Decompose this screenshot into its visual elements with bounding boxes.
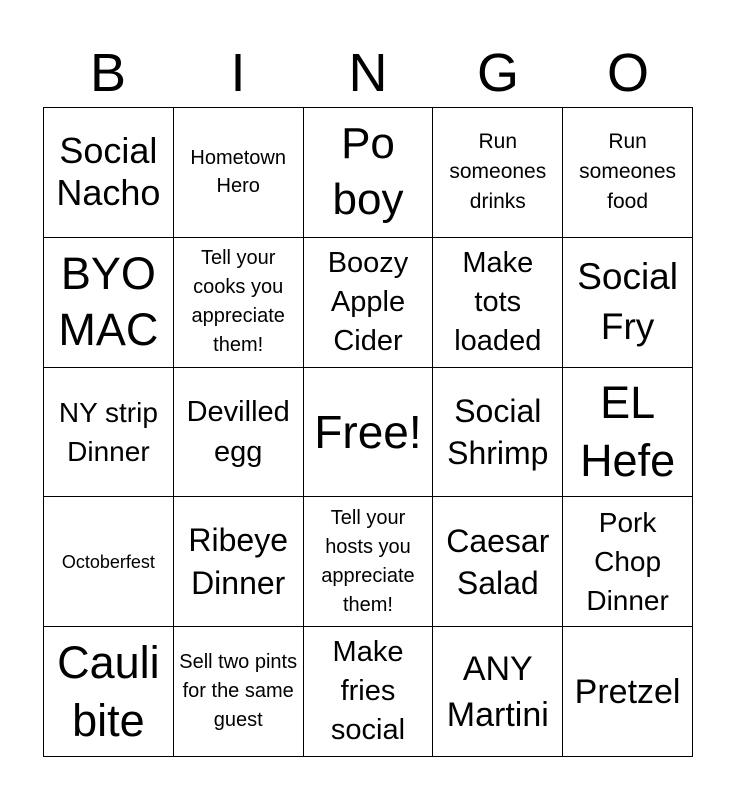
cell-label: Octoberfest	[61, 551, 155, 572]
cell-label: Devilled egg	[186, 395, 290, 468]
cell-label: Tell your hosts you appreciate them!	[321, 506, 415, 616]
bingo-cell-5-1[interactable]	[44, 627, 174, 757]
bingo-cell-5-5[interactable]	[563, 627, 693, 757]
cell-label: Sell two pints for the same guest	[179, 651, 298, 732]
cell-label: Make tots loaded	[454, 246, 542, 357]
cell-label: Caesar Salad	[446, 522, 550, 601]
bingo-cell-1-4[interactable]	[433, 108, 563, 238]
bingo-cell-3-1[interactable]	[44, 368, 174, 498]
bingo-cell-2-1[interactable]	[44, 238, 174, 368]
cell-label: ANY Martini	[446, 649, 549, 734]
bingo-cell-2-4[interactable]	[433, 238, 563, 368]
bingo-cell-2-2[interactable]	[174, 238, 304, 368]
bingo-header	[43, 40, 693, 106]
header-letter-b: B	[89, 43, 127, 103]
bingo-cell-2-5[interactable]	[563, 238, 693, 368]
cell-label: Boozy Apple Cider	[327, 246, 409, 357]
cell-label: Tell your cooks you appreciate them!	[191, 247, 285, 357]
cell-label: Social Shrimp	[447, 392, 549, 471]
cell-label: Ribeye Dinner	[188, 521, 288, 601]
bingo-cell-4-1[interactable]	[44, 497, 174, 627]
cell-label: Pretzel	[574, 672, 681, 711]
cell-label: Social Nacho	[56, 130, 161, 214]
cell-label: Po boy	[332, 119, 404, 225]
bingo-cell-4-5[interactable]	[563, 497, 693, 627]
bingo-cell-1-5[interactable]	[563, 108, 693, 238]
cell-label: Run someones drinks	[449, 130, 547, 214]
cell-label: EL Hefe	[580, 376, 676, 486]
bingo-cell-4-4[interactable]	[433, 497, 563, 627]
bingo-cell-3-3[interactable]	[304, 368, 434, 498]
cell-label: NY strip Dinner	[58, 396, 158, 467]
cell-label: Hometown Hero	[190, 147, 286, 198]
bingo-cell-4-2[interactable]	[174, 497, 304, 627]
header-letter-g: G	[476, 43, 519, 103]
cell-label: Make fries social	[330, 636, 406, 747]
cell-label: Run someones food	[579, 130, 677, 214]
cell-label: Free!	[314, 405, 422, 458]
bingo-cell-3-2[interactable]	[174, 368, 304, 498]
bingo-cell-5-2[interactable]	[174, 627, 304, 757]
bingo-cell-1-2[interactable]	[174, 108, 304, 238]
header-letter-n: N	[348, 43, 388, 103]
bingo-card	[43, 107, 693, 757]
bingo-cell-5-4[interactable]	[433, 627, 563, 757]
bingo-cell-3-4[interactable]	[433, 368, 563, 498]
cell-label: Cauli bite	[57, 636, 160, 746]
cell-label: Pork Chop Dinner	[586, 507, 669, 617]
cell-label: BYO MAC	[58, 248, 159, 356]
bingo-cell-2-3[interactable]	[304, 238, 434, 368]
cell-label: Social Fry	[577, 256, 678, 348]
bingo-cell-3-5[interactable]	[563, 368, 693, 498]
bingo-cell-1-1[interactable]	[44, 108, 174, 238]
bingo-cell-1-3[interactable]	[304, 108, 434, 238]
header-letter-o: O	[606, 43, 649, 103]
bingo-cell-4-3[interactable]	[304, 497, 434, 627]
header-letter-i: I	[230, 43, 246, 103]
bingo-cell-5-3[interactable]	[304, 627, 434, 757]
